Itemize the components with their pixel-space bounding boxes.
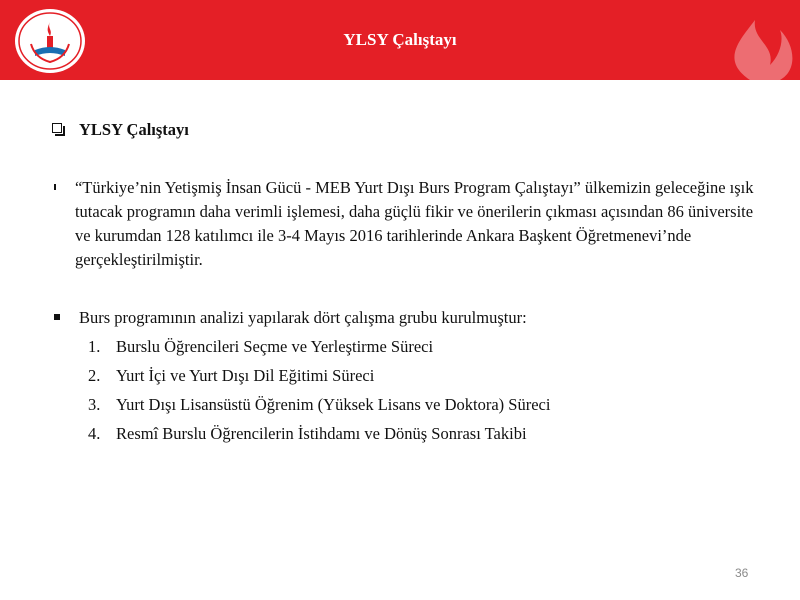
list-item	[88, 393, 762, 417]
section-heading	[52, 118, 762, 142]
paragraph-2-text: Burs programının analizi yapılarak dört çalışma grubu kurulmuştur:	[79, 308, 527, 327]
list-item-number: 4.	[88, 424, 101, 443]
header-bar	[0, 0, 800, 80]
list-item	[88, 335, 762, 359]
square-bullet-icon	[54, 314, 60, 320]
paragraph-1	[52, 176, 762, 272]
paragraph-1-text: “Türkiye’nin Yetişmiş İnsan Gücü - MEB Yurt Dışı Burs Program Çalıştayı” ülkemizin geleceğine ışık tutacak programın daha verimli işlemesi, daha güçlü fikir ve önerilerin çıkması açısından 86 üniversite ve kurumdan 128 katılımcı ile 3-4 Mayıs 2016 tarihlerinde Ankara Başkent Öğretmenevi’nde gerçekleştirilmiştir.	[74, 178, 754, 269]
checkbox-bullet-icon	[52, 123, 62, 133]
list-item-text: Yurt İçi ve Yurt Dışı Dil Eğitimi Süreci	[116, 366, 375, 385]
slide-content	[52, 118, 762, 451]
square-bullet-icon	[54, 184, 56, 190]
list-item	[88, 364, 762, 388]
list-item-number: 3.	[88, 395, 101, 414]
paragraph-2	[52, 306, 762, 330]
list-item-number: 2.	[88, 366, 101, 385]
list-item-text: Burslu Öğrencileri Seçme ve Yerleştirme Süreci	[116, 337, 434, 356]
list-item-text: Yurt Dışı Lisansüstü Öğrenim (Yüksek Lisans ve Doktora) Süreci	[116, 395, 551, 414]
slide-title: YLSY Çalıştayı	[343, 30, 457, 49]
working-groups-list	[88, 335, 762, 446]
list-item-text: Resmî Burslu Öğrencilerin İstihdamı ve Dönüş Sonrası Takibi	[116, 424, 527, 443]
page-number: 36	[735, 566, 749, 580]
list-item	[88, 422, 762, 446]
section-heading-text: YLSY Çalıştayı	[79, 120, 189, 139]
list-item-number: 1.	[88, 337, 101, 356]
